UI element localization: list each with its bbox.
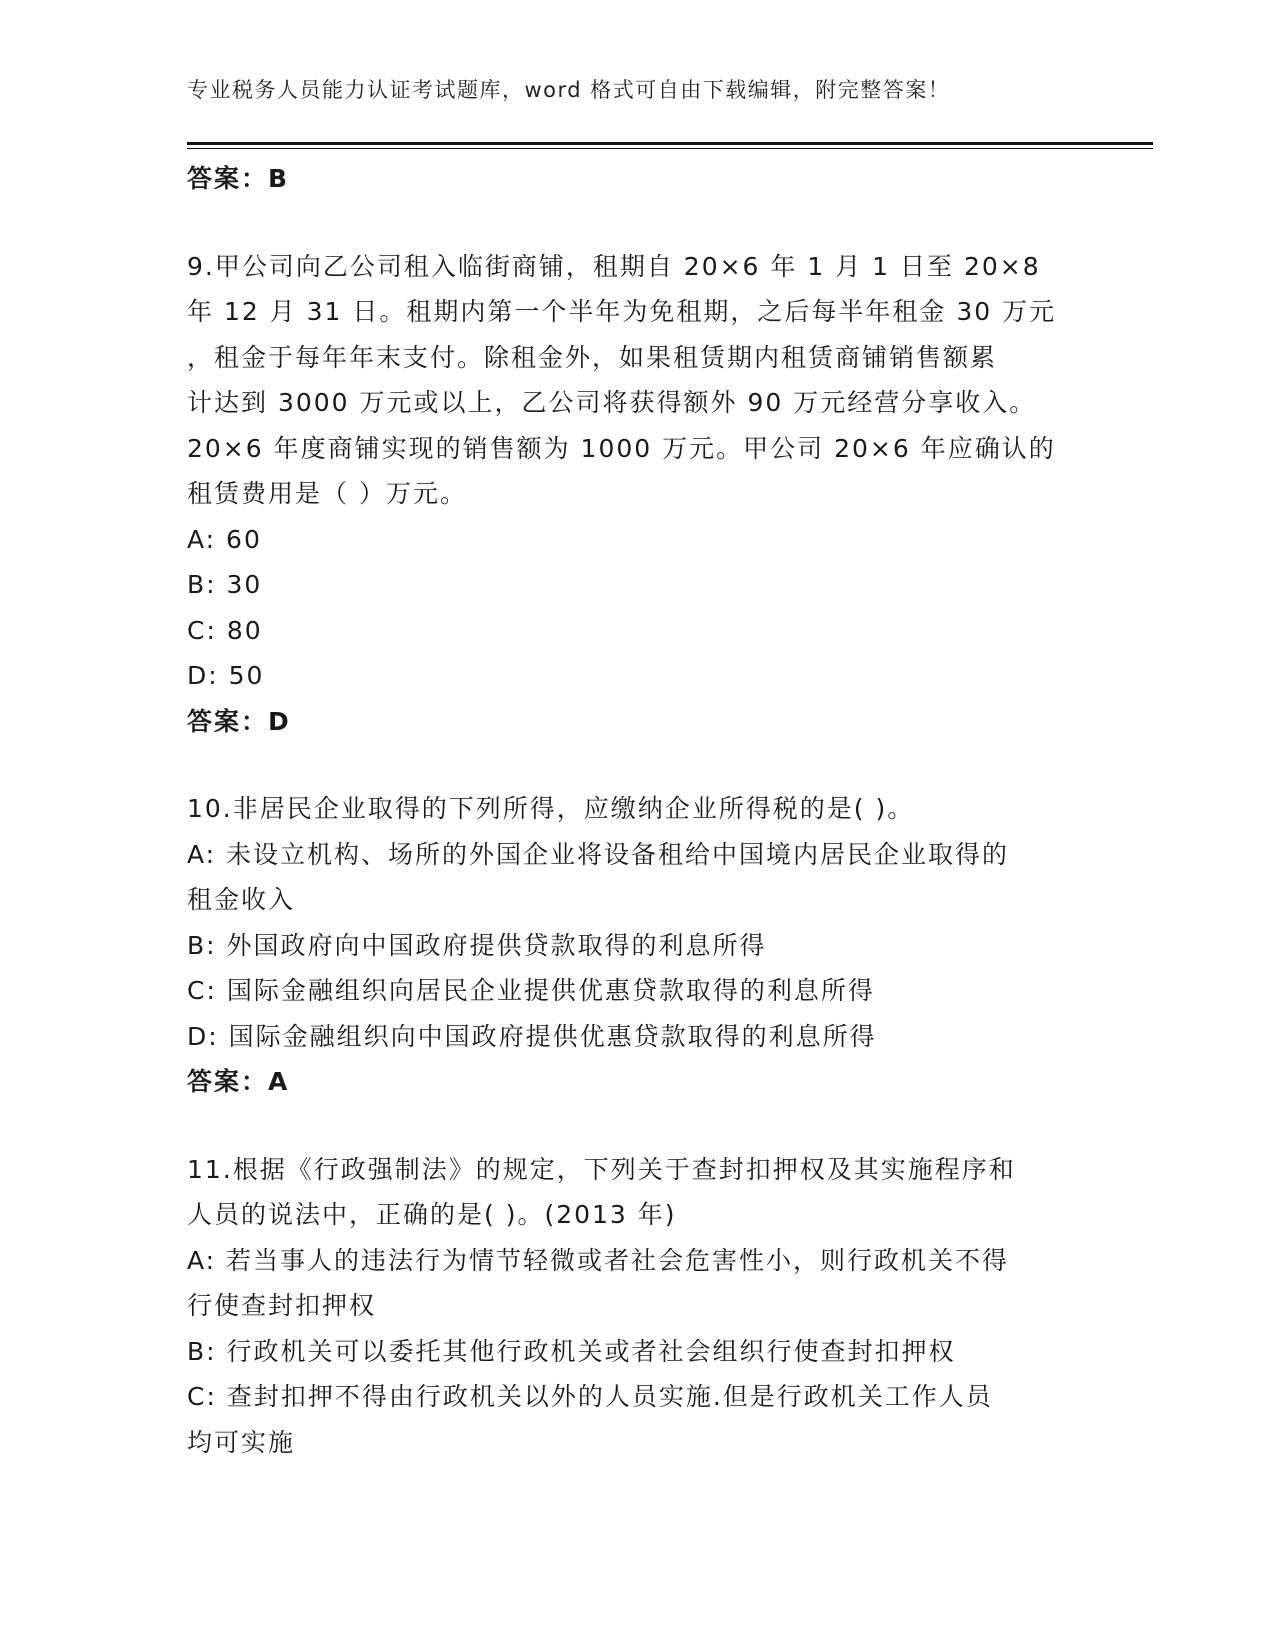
option-a-continued: 行使查封扣押权	[187, 1291, 377, 1320]
question-text-line: 9.甲公司向乙公司租入临街商铺，租期自 20×6 年 1 月 1 日至 20×8	[187, 251, 1041, 281]
question-text-line: 11.根据《行政强制法》的规定，下列关于查封扣押权及其实施程序和	[187, 1154, 1016, 1184]
question-text-line: 年 12 月 31 日。租期内第一个半年为免租期，之后每半年租金 30 万元	[187, 297, 1057, 326]
option-a-continued: 租金收入	[187, 885, 296, 914]
question-9	[187, 244, 1087, 745]
option-d: D: 国际金融组织向中国政府提供优惠贷款取得的利息所得	[187, 1021, 877, 1051]
answer: 答案：D	[187, 706, 291, 736]
header-rule-thin	[187, 148, 1153, 149]
question-11	[187, 1147, 1087, 1466]
question-10	[187, 786, 1087, 1105]
document-body	[187, 156, 1087, 1465]
page-header: 专业税务人员能力认证考试题库，word 格式可自由下载编辑，附完整答案！	[187, 78, 951, 102]
question-text-line: 20×6 年度商铺实现的销售额为 1000 万元。甲公司 20×6 年应确认的	[187, 433, 1056, 463]
option-c: C: 80	[187, 615, 263, 645]
option-c: C: 国际金融组织向居民企业提供优惠贷款取得的利息所得	[187, 976, 875, 1005]
option-b: B: 30	[187, 570, 263, 599]
question-text-line: 人员的说法中，正确的是( )。(2013 年)	[187, 1200, 677, 1229]
previous-answer: 答案：B	[187, 164, 290, 193]
option-a: A: 未设立机构、场所的外国企业将设备租给中国境内居民企业取得的	[187, 839, 1010, 869]
question-text-line: ，租金于每年年末支付。除租金外，如果租赁期内租赁商铺销售额累	[187, 342, 998, 372]
option-c: C: 查封扣押不得由行政机关以外的人员实施.但是行政机关工作人员	[187, 1382, 993, 1411]
option-b: B: 行政机关可以委托其他行政机关或者社会组织行使查封扣押权	[187, 1336, 956, 1366]
question-text-line: 计达到 3000 万元或以上，乙公司将获得额外 90 万元经营分享收入。	[187, 388, 1037, 417]
header-rule-thick	[187, 142, 1153, 145]
answer: 答案：A	[187, 1067, 290, 1096]
option-a: A: 60	[187, 524, 262, 554]
option-d: D: 50	[187, 661, 265, 690]
option-a: A: 若当事人的违法行为情节轻微或者社会危害性小，则行政机关不得	[187, 1245, 1010, 1275]
option-c-continued: 均可实施	[187, 1427, 296, 1457]
question-text-line: 租赁费用是（ ）万元。	[187, 479, 467, 508]
option-b: B: 外国政府向中国政府提供贷款取得的利息所得	[187, 930, 767, 960]
question-text-line: 10.非居民企业取得的下列所得，应缴纳企业所得税的是( )。	[187, 794, 915, 823]
